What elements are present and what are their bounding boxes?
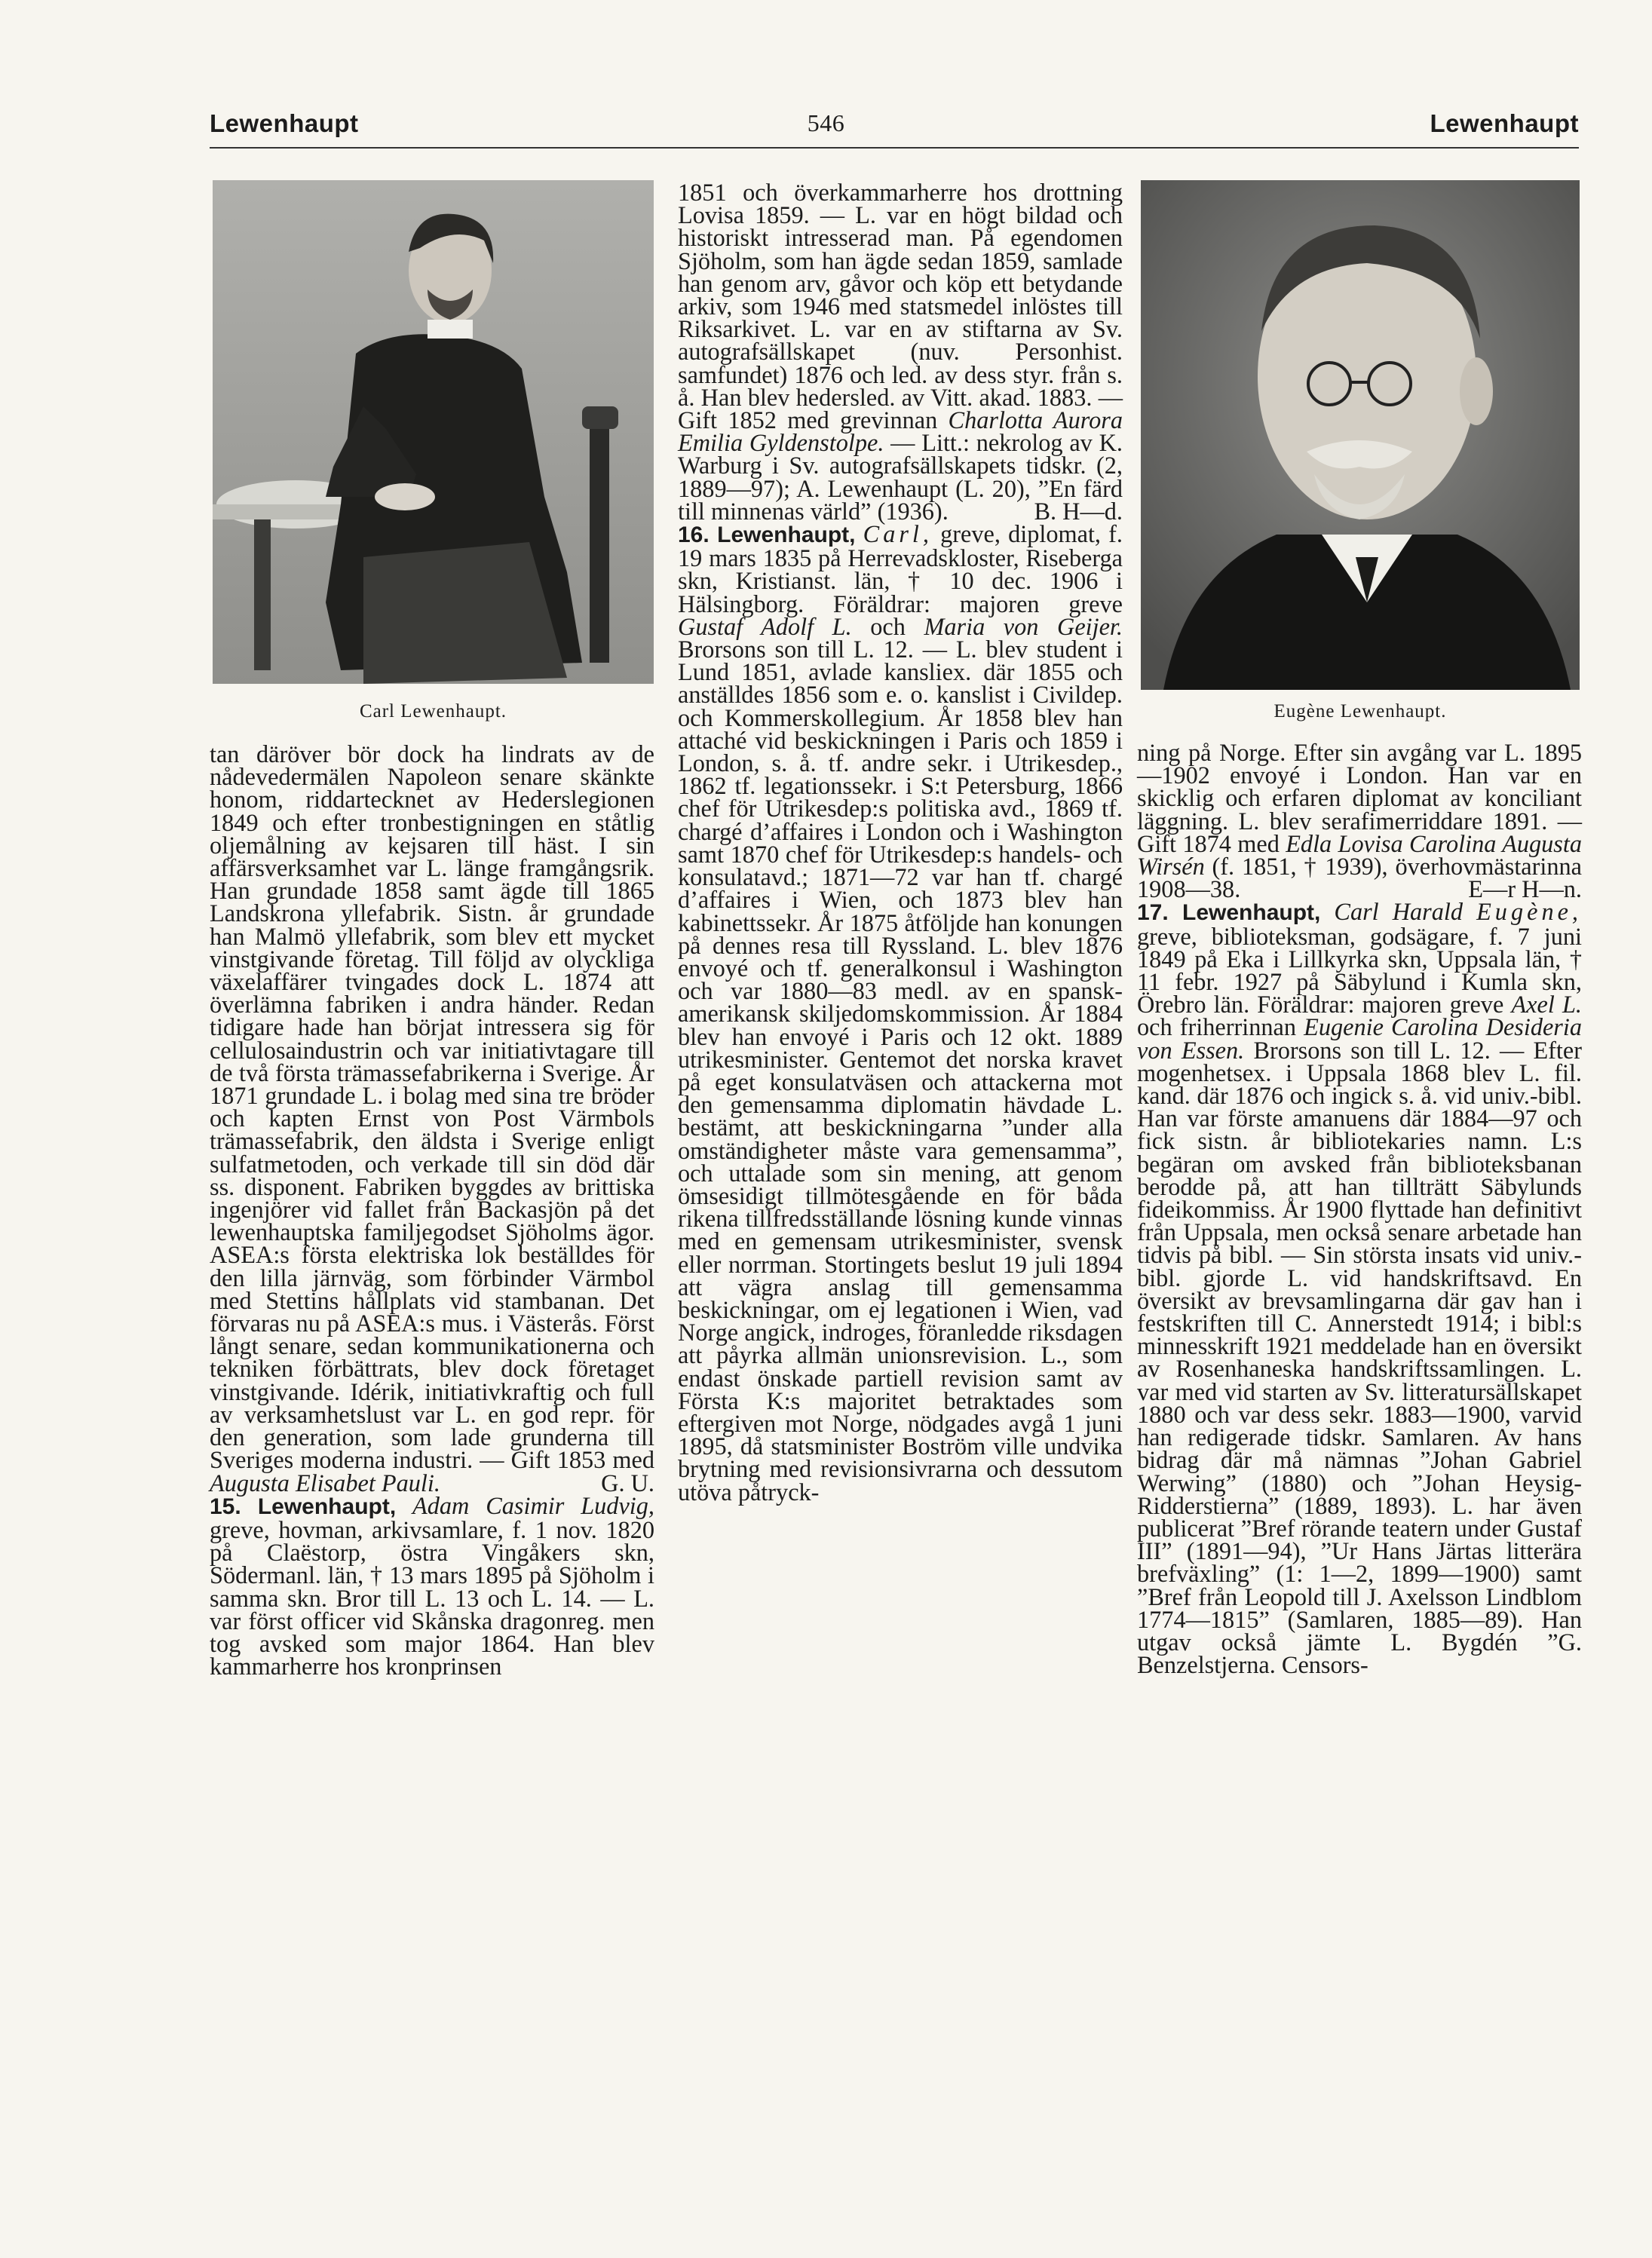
body-text: greve, biblioteksman, godsägare, f. 7 juni 1849 på Eka i Lillkyrka skn, Uppsala län, † 11 febr. 1927 på Säbylund i Kumla skn, Örebro län. Föräldrar: majoren greve — [1137, 922, 1582, 1019]
text-column-right — [1137, 739, 1583, 1679]
body-text: Brorsons son till L. 12. — Efter mogenhetsex. i Uppsala 1868 blev L. fil. kand. där 1876 och ingick s. å. vid univ.-bibl. Han var förste amanuens där 1884—97 och fick sistn. år bibliotekaries namn. L:s begäran om avsked från biblioteksbanan berodde på, att han tillträtt Säbylunds fideikommiss. År 1900 flyttade han definitivt från Uppsala, men också senare arbetade han tidvis på bibl. — Sin största insats vid univ.-bibl. gjorde L. vid handskriftsavd. En översikt av brevsamlingarna där gav han i festskriften till C. Annerstedt 1914; i bibl:s minnesskrift 1921 meddelade han en översikt av Rosenhaneska handskriftssamlingen. L. var med vid starten av Sv. litteratursällskapet 1880 och var dess sekr. 1883—1900, varvid han redigerade tidskr. Samlaren. Av hans bidrag där må nämnas ”Johan Gabriel Werwing” (1880) och ”Johan Heysig-Ridderstierna” (1889, 1893). L. har även publicerat ”Bref rörande teatern under Gustaf III” (1891—94), ”Ur Hans Järtas litterära brefväxling” (1: 1—2, 1899—1900) samt ”Bref från Leopold till J. Axelsson Lindblom 1774—1815” (Samlaren, 1885—89). Han utgav också jämte L. Bygdén ”G. Benzelstjerna. Censors- — [1137, 1036, 1582, 1679]
paragraph-entry-14-continued — [210, 740, 654, 1497]
entry-person-name: Carl, — [863, 520, 933, 548]
entry-16 — [678, 520, 1123, 1506]
entry-person-name: Adam Casimir Ludvig, — [412, 1491, 654, 1519]
entry-person-name: Carl Harald — [1334, 898, 1464, 926]
spouse-name: Edla Lovisa Carolina Augusta Wirsén — [1137, 829, 1583, 881]
body-text: och — [851, 612, 924, 640]
body-text: greve, hovman, arkivsamlare, f. 1 nov. 1820 på Claëstorp, östra Vingåkers skn, Södermanl. län, † 13 mars 1895 på Sjöholm i samma skn. Bror till L. 13 och L. 14. — L. var först officer vid Skånska dragonreg. men tog avsked som major 1864. Han blev kammarherre hos kronprinsen — [210, 1515, 654, 1680]
portrait-eugene-graphic — [1141, 180, 1580, 690]
body-text: tan däröver bör dock ha lindrats av de nådevedermälen Napoleon senare skänkte honom, riddartecknet av Hederslegionen 1849 och efter tronbestigningen en ståtlig oljemålning av kejsaren till häst. I sin affärsverksamhet var L. länge framgångsrik. Han grundade 1858 samt ägde till 1865 Landskrona yllefabrik. Sistn. år grundade han Malmö yllefabrik, som blev ett mycket vinstgivande företag. Till följd av olyckliga växelaffärer tvingades dock L. 1874 att överlämna fabriken i andra händer. Redan tidigare hade han börjat intressera sig för cellulosaindustrin och var initiativtagare till de två första trämassefabrikerna i Sverige. År 1871 grundade L. i bolag med sina tre bröder och kapten Ernst von Post Värmbols trämassefabrik, den äldsta i Sverige enligt sulfatmetoden, och verkade till sin död där ss. disponent. Fabriken byggdes av brittiska ingenjörer vid fallet från Backasjön på det lewenhauptska familjegodset Sjöholms ägor. ASEA:s första elektriska lok beställdes för den lilla järnväg, som förbinder Värmbol med Stettins hållplats vid stambanan. Det förvaras nu på ASEA:s mus. i Västerås. Först långt senare, sedan kommunikationerna och tekniken förbättrats, blev dock företaget vinstgivande. Idérik, initiativkraftig och full av verksamhetslust var L. en god repr. för den generation, som lade grunderna till Sveriges moderna industri. — Gift 1853 med — [210, 740, 654, 1474]
entry-heading: 17. Lewenhaupt, — [1137, 900, 1321, 926]
paragraph-entry-15-continued — [678, 179, 1123, 525]
header-rule — [210, 147, 1579, 149]
father-name: Gustaf Adolf L. — [678, 612, 852, 640]
body-text: Brorsons son till L. 12. — L. blev student i Lund 1851, avlade kansliex. där 1855 och anställdes 1856 som e. o. kanslist i Civildep. och Kommerskollegium. År 1858 blev han attaché vid beskickningen i Paris och 1859 i London, s. å. tf. andre sekr. i Utrikesdep., 1862 tf. legationssekr. i S:t Petersburg, 1866 chef för Utrikesdep:s politiska avd., 1869 tf. chargé d’affaires i London och i Washington samt 1870 chef för Utrikesdep:s handels- och konsulatavd.; 1871—72 var han tf. chargé d’affaires i Wien, och 1873 blev han kabinettssekr. År 1875 åtföljde han konungen på dennes resa till Ryssland. L. blev 1876 envoyé och tf. generalkonsul i Washington och var 1880—83 medl. av en spansk-amerikansk skiljedomskommission. År 1884 blev han envoyé i Paris och 12 okt. 1889 utrikesminister. Gentemot det norska kravet på eget konsulatväsen och attackerna mot den gemensamma diplomatin hävdade L. bestämt, att beskickningarna ”under alla omständigheter måste vara gemensamma”, och uttalade som sin mening, att genom ömsesidigt tillmötesgående en för båda rikena tillfredsställande lösning kunde vinnas med en gemensam utrikesminister, svensk eller norrman. Stortingets beslut 19 juli 1894 att vägra anslag till gemensamma beskickningar, om ej legationen i Wien, vad Norge angick, indroges, föranledde riksdagen att påyrka allmän unionsrevision. L., som endast önskade partiell revision samt av Första K:s majoritet betraktades som eftergiven mot Norge, nödgades avgå 1 juni 1895, då statsminister Boström ville undvika brytning med revisionsivrarna och dessutom utöva påtryck- — [678, 636, 1123, 1506]
body-text: — Litt.: nekrolog av K. Warburg i Sv. autografsällskapets tidskr. (2, 1889—97); A. Lewenhaupt (L. 20), ”En färd till minnenas värld” (1936). — [678, 429, 1123, 525]
entry-person-name-spaced: Eugène, — [1476, 898, 1582, 926]
body-text: greve, diplomat, f. 19 mars 1835 på Herrevadskloster, Riseberga skn, Kristianst. län, † 10 dec. 1906 i Hälsingborg. Föräldrar: majoren greve — [678, 520, 1123, 617]
author-signature: B. H—d. — [1034, 497, 1123, 525]
portrait-carl-graphic — [213, 180, 654, 684]
caption-carl: Carl Lewenhaupt. — [359, 701, 507, 722]
spouse-name: Charlotta Aurora Emilia Gyldenstolpe. — [678, 406, 1123, 457]
spouse-name: Augusta Elisabet Pauli. — [210, 1469, 440, 1497]
entry-heading: 16. Lewenhaupt, — [678, 522, 856, 548]
running-head-right: Lewenhaupt — [1430, 109, 1579, 137]
text-column-left — [210, 740, 654, 1680]
body-text: och friherrinnan — [1137, 1013, 1304, 1041]
entry-15 — [210, 1491, 654, 1680]
paragraph-entry-16-continued — [1137, 739, 1583, 903]
entry-17 — [1137, 898, 1582, 1679]
portrait-eugene-lewenhaupt — [1141, 180, 1580, 690]
author-signature: G. U. — [601, 1469, 654, 1497]
mother-name: Eugenie Carolina Desideria von Essen. — [1137, 1013, 1582, 1064]
mother-name: Maria von Geijer. — [924, 612, 1123, 640]
body-text: (f. 1851, † 1939), överhovmästarinna 1908—38. — [1137, 853, 1582, 903]
body-text: ning på Norge. Efter sin avgång var L. 1895—1902 envoyé i London. Han var en skicklig och erfaren diplomat av konciliant läggning. L. blev serafimerriddare 1891. — Gift 1874 med — [1137, 739, 1582, 857]
caption-eugene: Eugène Lewenhaupt. — [1273, 701, 1447, 722]
running-head-left: Lewenhaupt — [210, 109, 359, 137]
portrait-carl-lewenhaupt — [213, 180, 654, 684]
page-number: 546 — [807, 109, 845, 136]
text-column-middle — [678, 179, 1123, 1506]
entry-heading: 15. Lewenhaupt, — [210, 1494, 397, 1519]
body-text: 1851 och överkammarherre hos drottning Lovisa 1859. — L. var en högt bildad och historiskt intresserad man. På egendomen Sjöholm, som han ägde sedan 1859, samlade han genom arv, gåvor och köp ett betydande arkiv, som 1946 med statsmedel inlöstes till Riksarkivet. L. var en av stiftarna av Sv. autografsällskapet (nuv. Personhist. samfundet) 1876 och led. av dess styr. från s. å. Han blev hedersled. av Vitt. akad. 1883. — Gift 1852 med grevinnan — [678, 179, 1123, 434]
father-name: Axel L. — [1511, 991, 1582, 1019]
author-signature: E—r H—n. — [1468, 875, 1582, 903]
